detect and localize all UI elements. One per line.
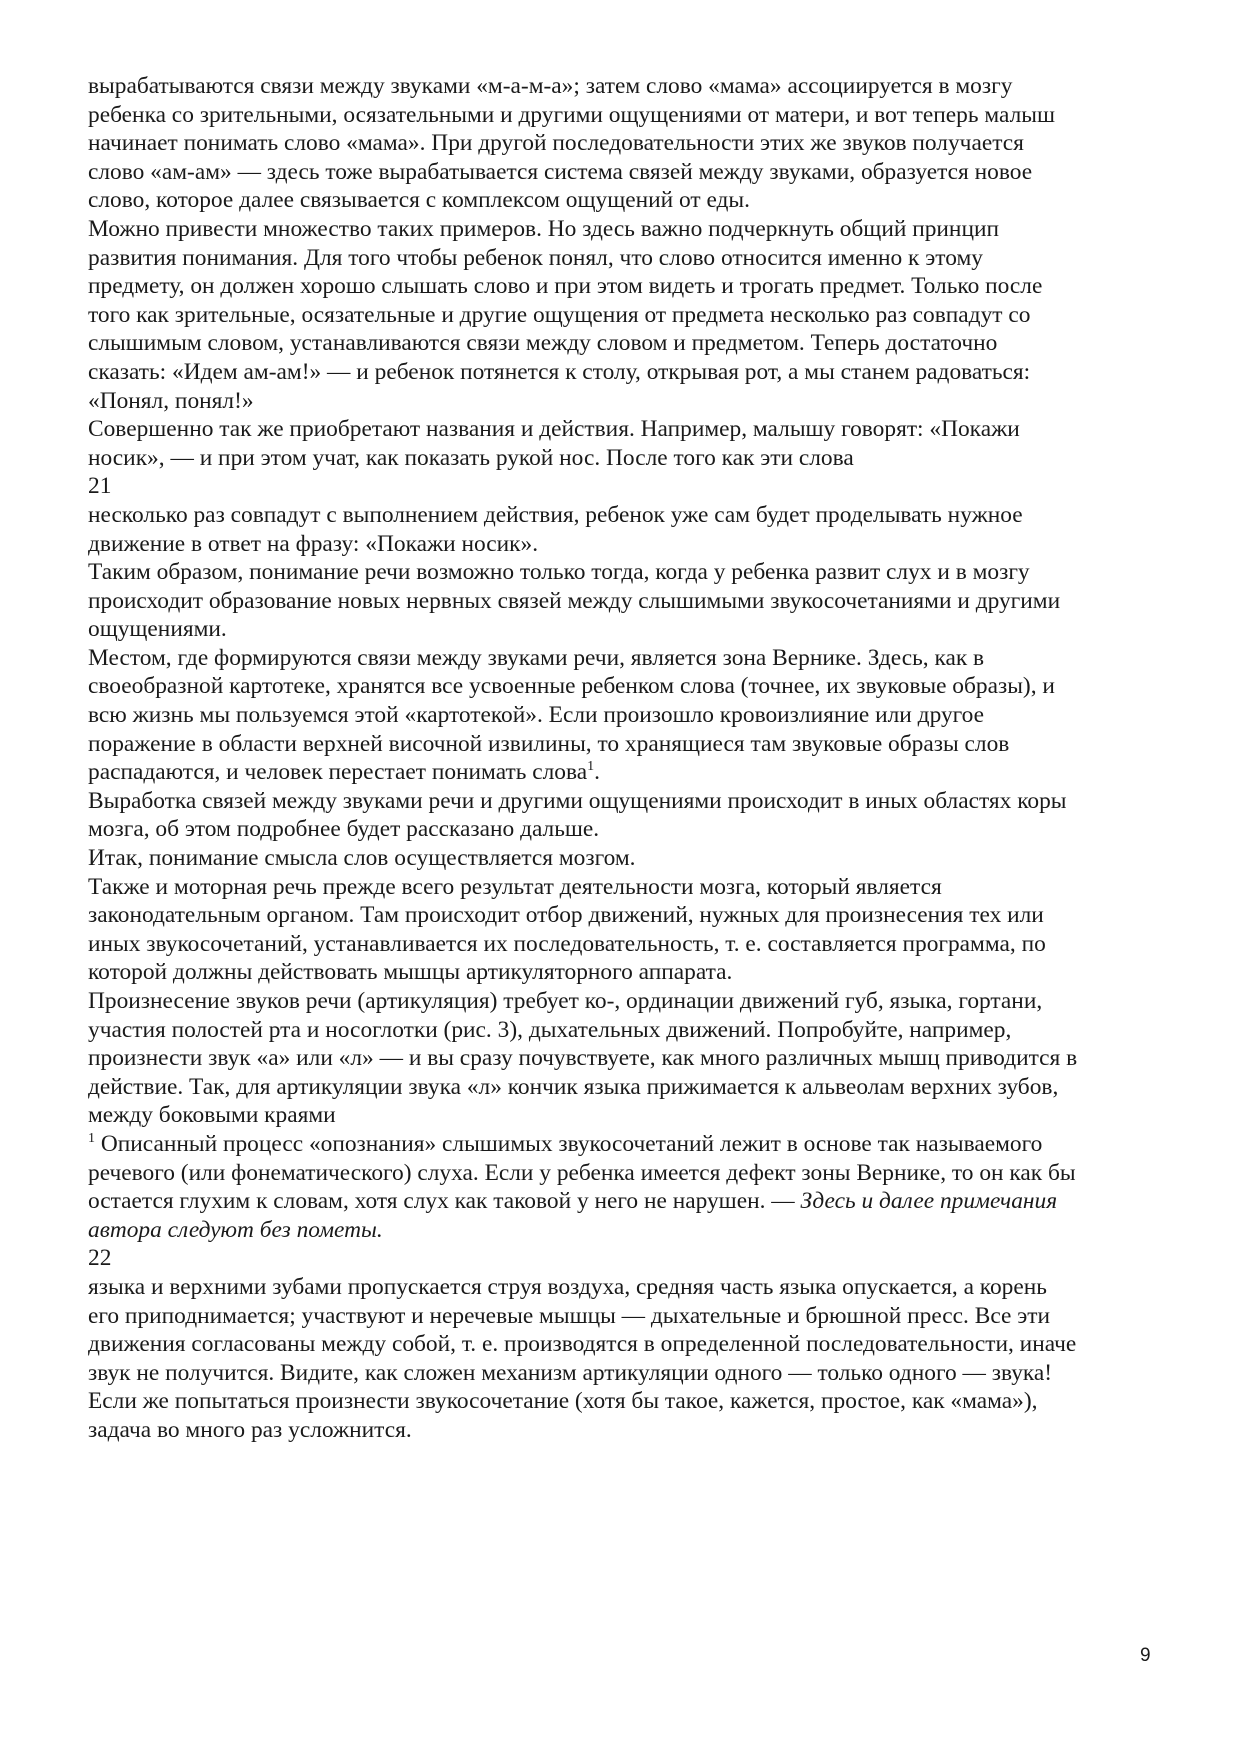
text-line: носик», — и при этом учат, как показать рукой нос. После того как эти слова: [88, 444, 854, 471]
text-line: законодательным органом. Там происходит отбор движений, нужных для произнесения тех или: [88, 902, 1044, 929]
text-line: предмету, он должен хорошо слышать слово и при этом видеть и трогать предмет. Только после: [88, 273, 1043, 300]
footnote-mark: 1: [88, 1131, 95, 1147]
text-line: всю жизнь мы пользуемся этой «картотекой». Если произошло кровоизлияние или другое: [88, 702, 985, 729]
text-line: сказать: «Идем ам-ам!» — и ребенок потянется к столу, открывая рот, а мы станем радоваться:: [88, 358, 1031, 385]
footnote-text: остается глухим к словам, хотя слух как таковой у него не нарушен. —: [88, 1188, 801, 1215]
text-line: Также и моторная речь прежде всего результат деятельности мозга, который является: [88, 873, 942, 900]
text-line: которой должны действовать мышцы артикуляторного аппарата.: [88, 959, 733, 986]
text-fragment: распадаются, и человек перестает понимать слова: [88, 759, 588, 786]
footnote-line: речевого (или фонематического) слуха. Если у ребенка имеется дефект зоны Вернике, то он как бы: [88, 1159, 1076, 1186]
text-line: несколько раз совпадут с выполнением действия, ребенок уже сам будет проделывать нужное: [88, 501, 1023, 528]
text-line: движения согласованы между собой, т. е. производятся в определенной последовательности, иначе: [88, 1331, 1077, 1358]
footnote-reference-mark: 1: [587, 759, 595, 775]
text-line: вырабатываются связи между звуками «м-а-м-а»; затем слово «мама» ассоциируется в мозгу: [88, 73, 1013, 99]
text-line: произнести звук «а» или «л» — и вы сразу почувствуете, как много различных мышц приводится в: [88, 1045, 1078, 1072]
text-line: между боковыми краями: [88, 1102, 336, 1129]
footnote-italic-note: Здесь и далее примечания: [800, 1188, 1058, 1215]
text-line: движение в ответ на фразу: «Покажи носик».: [88, 530, 539, 557]
text-line: поражение в области верхней височной извилины, то хранящиеся там звуковые образы слов: [88, 730, 1010, 757]
footnote-line: [88, 1130, 1168, 1159]
text-line: Если же попытаться произнести звукосочетание (хотя бы такое, кажется, простое, как «мама»),: [88, 1388, 1038, 1415]
text-line: Выработка связей между звуками речи и другими ощущениями происходит в иных областях коры: [88, 787, 1067, 814]
text-line: того как зрительные, осязательные и другие ощущения от предмета несколько раз совпадут со: [88, 301, 1031, 328]
text-line: звук не получится. Видите, как сложен механизм артикуляции одного — только одного — звука!: [88, 1359, 1053, 1386]
text-line: иных звукосочетаний, устанавливается их последовательность, т. е. составляется программа, по: [88, 930, 1046, 957]
source-page-number: 21: [88, 473, 112, 500]
text-line: своеобразной картотеке, хранятся все усвоенные ребенком слова (точнее, их звуковые образы), и: [88, 673, 1055, 700]
footnote-line: [88, 1216, 1168, 1245]
text-line: происходит образование новых нервных связей между слышимыми звукосочетаниями и другими: [88, 587, 1061, 614]
footnote-italic-note: автора следуют без пометы.: [88, 1216, 383, 1243]
footnote-line: [88, 1187, 1168, 1216]
text-line: Таким образом, понимание речи возможно только тогда, когда у ребенка развит слух и в мозгу: [88, 559, 1030, 586]
text-line: Произнесение звуков речи (артикуляция) требует ко-, ординации движений губ, языка, гортани,: [88, 988, 1043, 1014]
document-body: [88, 72, 1168, 1445]
text-line: задача во много раз усложнится.: [88, 1416, 412, 1443]
text-line: его приподнимается; участвуют и неречевые мышцы — дыхательные и брюшной пресс. Все эти: [88, 1302, 1051, 1329]
text-line: развития понимания. Для того чтобы ребенок понял, что слово относится именно к этому: [88, 244, 983, 271]
text-line: Итак, понимание смысла слов осуществляется мозгом.: [88, 845, 636, 872]
text-line: слово «ам-ам» — здесь тоже вырабатывается система связей между звуками, образуется новое: [88, 158, 1033, 185]
page-number: 9: [1140, 1645, 1151, 1666]
text-line: Местом, где формируются связи между звуками речи, является зона Вернике. Здесь, как в: [88, 644, 985, 671]
text-line: языка и верхними зубами пропускается струя воздуха, средняя часть языка опускается, а корень: [88, 1273, 1047, 1300]
source-page-number: 22: [88, 1245, 112, 1272]
text-line: действие. Так, для артикуляции звука «л» кончик языка прижимается к альвеолам верхних зубов,: [88, 1073, 1059, 1100]
text-fragment: .: [594, 759, 600, 786]
text-line: ребенка со зрительными, осязательными и другими ощущениями от матери, и вот теперь малыш: [88, 101, 1055, 128]
footnote-text: Описанный процесс «опознания» слышимых звукосочетаний лежит в основе так называемого: [95, 1130, 1043, 1157]
text-line: Совершенно так же приобретают названия и действия. Например, малышу говорят: «Покажи: [88, 416, 1020, 443]
text-line: слово, которое далее связывается с комплексом ощущений от еды.: [88, 187, 750, 214]
text-line: начинает понимать слово «мама». При другой последовательности этих же звуков получается: [88, 130, 1024, 157]
text-line: Можно привести множество таких примеров. Но здесь важно подчеркнуть общий принцип: [88, 215, 1000, 242]
text-line: участия полостей рта и носоглотки (рис. 3), дыхательных движений. Попробуйте, например,: [88, 1016, 1012, 1043]
text-line: слышимым словом, устанавливаются связи между словом и предметом. Теперь достаточно: [88, 330, 998, 357]
text-line: ощущениями.: [88, 616, 227, 643]
text-line-with-footnote-ref: [88, 758, 1168, 787]
text-line: «Понял, понял!»: [88, 387, 254, 414]
text-line: мозга, об этом подробнее будет рассказано дальше.: [88, 816, 600, 843]
